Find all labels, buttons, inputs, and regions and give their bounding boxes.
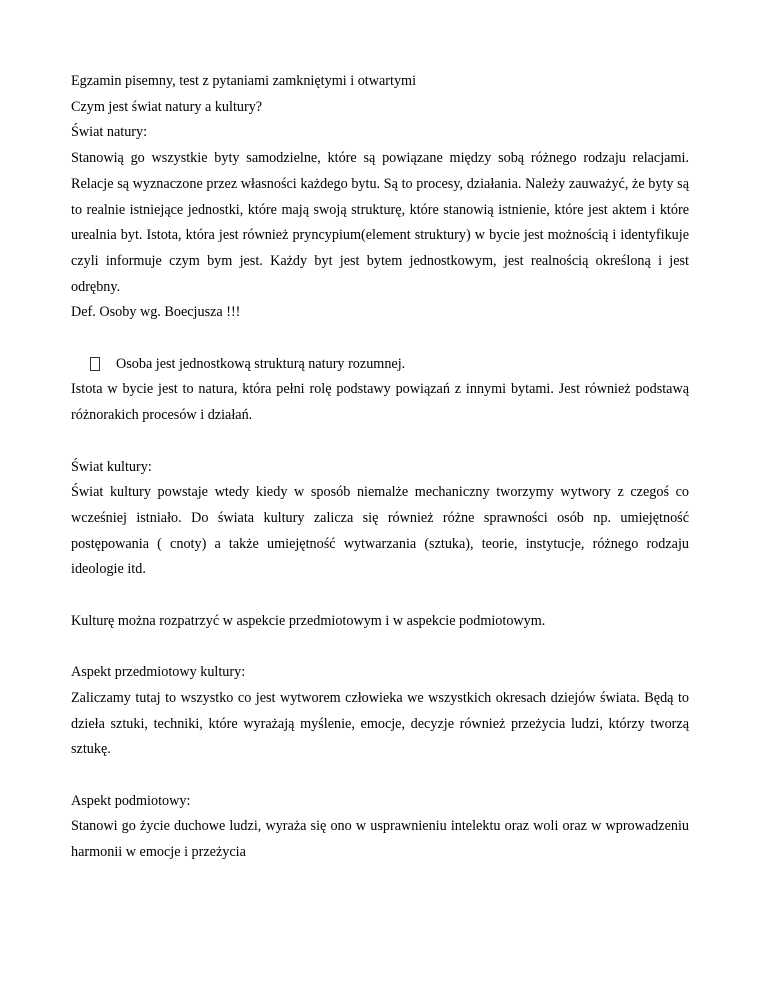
- subjective-aspect-heading: Aspekt podmiotowy:: [71, 792, 191, 809]
- objective-aspect-heading: Aspekt przedmiotowy kultury:: [71, 664, 246, 681]
- spacer: [71, 429, 689, 455]
- bullet-list-item: [71, 352, 689, 378]
- bullet-item-text: Osoba jest jednostkową strukturą natury rozumnej.: [116, 355, 406, 372]
- culture-aspects-line: Kulturę można rozpatrzyć w aspekcie przedmiotowym i w aspekcie podmiotowym.: [71, 612, 546, 629]
- spacer: [71, 583, 689, 609]
- main-question: Czym jest świat natury a kultury?: [71, 98, 263, 115]
- definition-line: Def. Osoby wg. Boecjusza !!!: [71, 304, 241, 321]
- culture-heading: Świat kultury:: [71, 458, 152, 475]
- subjective-aspect-paragraph: Stanowi go życie duchowe ludzi, wyraża się ono w usprawnieniu intelektu oraz woli oraz w wprowadzeniu harmonii w emocje i przeżycia: [71, 818, 689, 861]
- exam-info-line: Egzamin pisemny, test z pytaniami zamkniętymi i otwartymi: [71, 73, 417, 89]
- culture-paragraph: Świat kultury powstaje wtedy kiedy w sposób niemalże mechaniczny tworzymy wytwory z czegoś co wcześniej istniało. Do świata kultury zalicza się również różne sprawności osób np. umiejętność postępowania ( cnoty) a także umiejętność wytwarzania (sztuka), teorie, instytucje, różnego rodzaju ideologie itd.: [71, 484, 689, 578]
- missing-glyph-bullet-icon: [90, 357, 100, 371]
- objective-aspect-paragraph: Zaliczamy tutaj to wszystko co jest wytworem człowieka we wszystkich okresach dziejów świata. Będą to dzieła sztuki, techniki, które wyrażają myślenie, emocje, decyzje również przeżycia ludzi, którzy tworzą sztukę.: [71, 689, 689, 758]
- document-body: [71, 69, 689, 866]
- essence-paragraph: Istota w bycie jest to natura, która pełni rolę podstawy powiązań z innymi bytami. Jest również podstawą różnorakich procesów i działań.: [71, 381, 689, 424]
- spacer: [71, 326, 689, 352]
- nature-paragraph: Stanowią go wszystkie byty samodzielne, które są powiązane między sobą różnego rodzaju relacjami. Relacje są wyznaczone przez własności każdego bytu. Są to procesy, działania. Należy zauważyć, że byty są to realnie istniejące jednostki, które mają swoją strukturę, które stanowią istnienie, które jest aktem i które urealnia byt. Istota, która jest również pryncypium(element struktury) w bycie jest możnością i identyfikuje czyli informuje czym bym jest. Każdy byt jest bytem jednostkowym, jest realnością określoną i jest odrębny.: [71, 150, 689, 295]
- spacer: [71, 634, 689, 660]
- spacer: [71, 763, 689, 789]
- nature-heading: Świat natury:: [71, 124, 148, 141]
